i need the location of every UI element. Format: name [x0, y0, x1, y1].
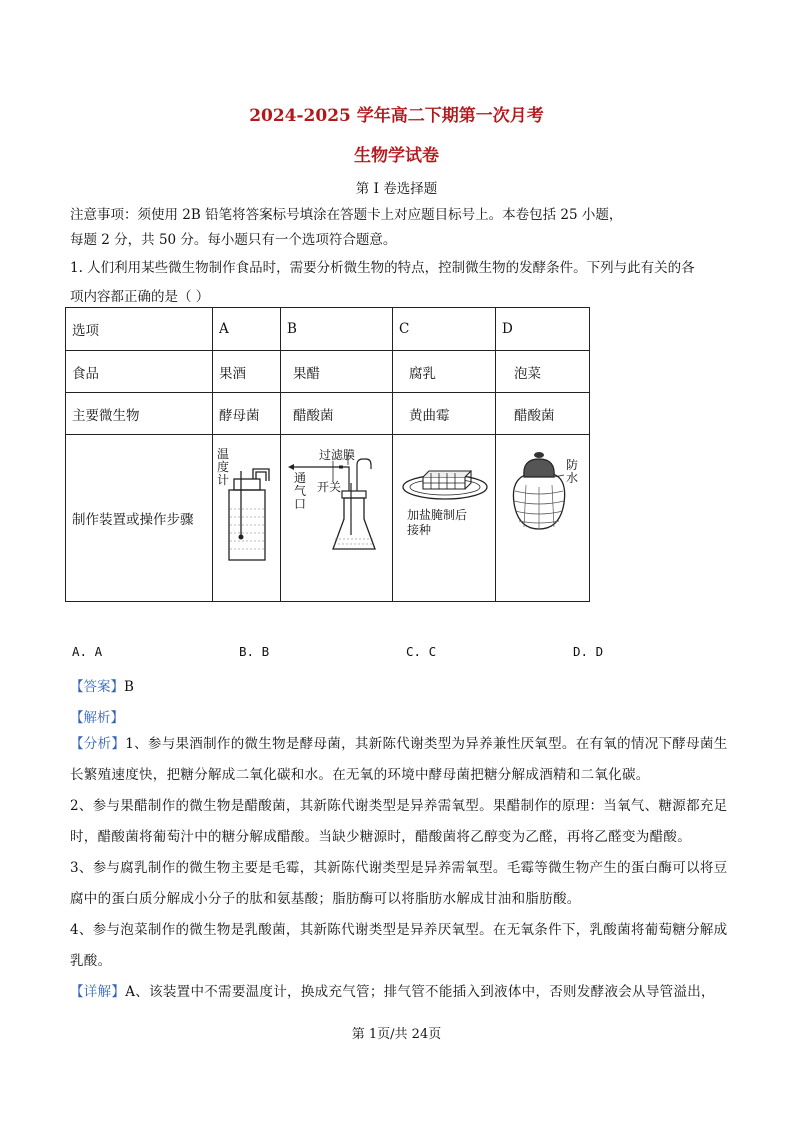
filter-membrane-label: 过滤膜 [319, 448, 356, 462]
option-c[interactable]: C. C [406, 644, 437, 659]
table-row [66, 351, 590, 393]
table-row [66, 435, 590, 602]
table-cell: D [496, 308, 590, 351]
table-cell: 酵母菌 [213, 393, 281, 435]
option-b[interactable]: B. B [239, 644, 270, 659]
table-cell: 果酒 [213, 351, 281, 393]
table-cell: A [213, 308, 281, 351]
table-row [66, 308, 590, 351]
table-cell: 黄曲霉 [393, 393, 496, 435]
question-stem-line-2: 项内容都正确的是（ ） [70, 289, 210, 305]
detail-paragraph: 【详解】A、该装置中不需要温度计，换成充气管；排气管不能插入到液体中，否则发酵液会从导管溢出， [70, 984, 715, 1000]
instructions-line-1: 注意事项：须使用 2B 铅笔将答案标号填涂在答题卡上对应题目标号上。本卷包括 25 小题， [70, 207, 623, 223]
answer-tag: 【答案】 [70, 679, 124, 695]
table-cell: C [393, 308, 496, 351]
table-cell: B [281, 308, 393, 351]
option-d[interactable]: D. D [573, 644, 604, 659]
table-cell: 醋酸菌 [281, 393, 393, 435]
analysis-tag: 【解析】 [70, 710, 124, 726]
table-cell: 制作装置或操作步骤 [66, 435, 213, 602]
analysis-paragraph-3: 3、参与腐乳制作的微生物主要是毛霉，其新陈代谢类型是异养需氧型。毛霉等微生物产生的蛋白酶可以将豆腐中的蛋白质分解成小分子的肽和氨基酸；脂肪酶可以将脂肪水解成甘油和脂肪酸。 [70, 860, 728, 907]
page-footer: 第 1页/共 24页 [351, 1027, 442, 1042]
table-cell: 选项 [66, 308, 213, 351]
table-cell-diagram-b [281, 435, 393, 602]
table-cell-diagram-a [213, 435, 281, 602]
answer-value: B [124, 679, 134, 695]
switch-label: 开关 [317, 480, 342, 494]
option-a[interactable]: A. A [72, 644, 103, 659]
question-stem-line-1: 1. 人们利用某些微生物制作食品时，需要分析微生物的特点，控制微生物的发酵条件。下列与此有关的各 [70, 260, 695, 276]
vent-label: 通 气 口 [294, 471, 307, 511]
table-cell: 食品 [66, 351, 213, 393]
exam-subtitle: 生物学试卷 [354, 146, 439, 166]
table-row [66, 393, 590, 435]
section-heading: 第 I 卷选择题 [355, 181, 438, 197]
table-cell: 泡菜 [496, 351, 590, 393]
table-cell: 醋酸菌 [496, 393, 590, 435]
instructions-line-2: 每题 2 分，共 50 分。每小题只有一个选项符合题意。 [70, 232, 397, 248]
analysis-paragraph-2: 2、参与果醋制作的微生物是醋酸菌，其新陈代谢类型是异养需氧型。果醋制作的原理：当氧气、糖源都充足时，醋酸菌将葡萄汁中的糖分解成醋酸。当缺少糖源时，醋酸菌将乙醇变为乙醛，再将乙醛变为醋酸。 [70, 798, 728, 845]
question-table [65, 307, 590, 602]
answer-line [70, 675, 134, 695]
waterproof-label: 防 水 [566, 458, 579, 485]
salting-label-1: 加盐腌制后 [407, 508, 468, 522]
analysis-paragraph-1: 【分析】1、参与果酒制作的微生物是酵母菌，其新陈代谢类型为异养兼性厌氧型。在有氧的情况下酵母菌生长繁殖速度快，把糖分解成二氧化碳和水。在无氧的环境中酵母菌把糖分解成酒精和二氧化碳。 [70, 736, 728, 783]
analysis-paragraph-4: 4、参与泡菜制作的微生物是乳酸菌，其新陈代谢类型是异养厌氧型。在无氧条件下，乳酸菌将葡萄糖分解成乳酸。 [70, 922, 728, 969]
salting-label-2: 接种 [407, 523, 432, 537]
thermometer-label: 温 度 计 [217, 447, 230, 487]
table-cell: 腐乳 [393, 351, 496, 393]
table-cell: 果醋 [281, 351, 393, 393]
exam-title: 2024-2025 学年高二下期第一次月考 [249, 106, 544, 126]
table-cell-diagram-d [496, 435, 590, 602]
table-cell: 主要微生物 [66, 393, 213, 435]
table-cell-diagram-c [393, 435, 496, 602]
